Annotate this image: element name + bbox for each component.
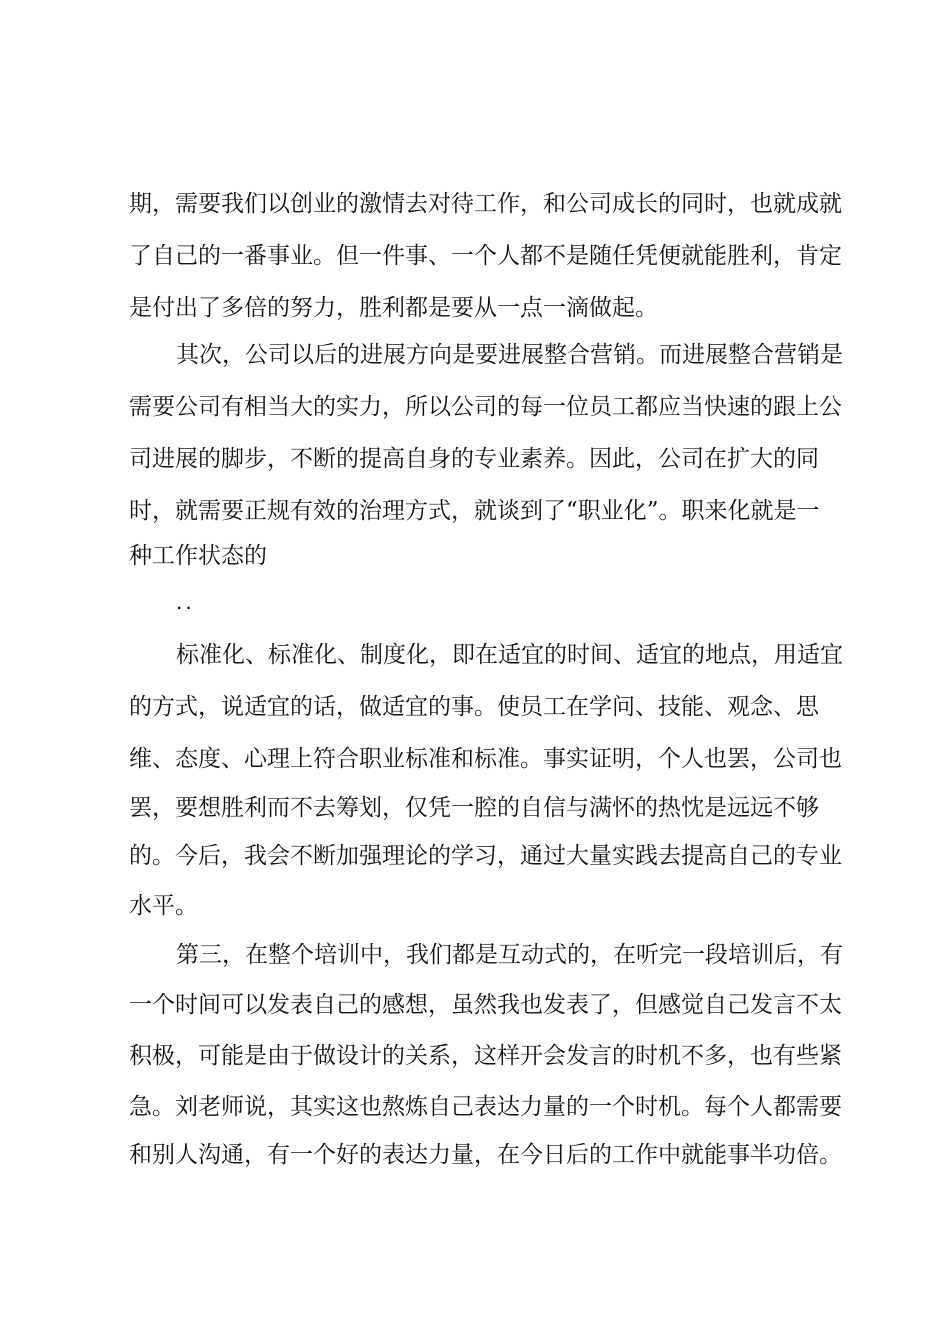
paragraph-1-line-3: 是付出了多倍的努力，胜利都是要从一点一滴做起。: [129, 295, 658, 321]
paragraph-4-line-4: 急。刘老师说，其实这也熬炼自己表达力量的一个时机。每个人都需要: [129, 1094, 842, 1120]
paragraph-3-line-4: 罢，要想胜利而不去筹划，仅凭一腔的自信与满怀的热忱是远远不够: [129, 795, 819, 821]
paragraph-2-line-4: 时，就需要正规有效的治理方式，就谈到了“职业化”。职来化就是一: [129, 498, 820, 524]
page-break-marker: ..: [176, 590, 195, 614]
paragraph-3-line-6: 水平。: [129, 893, 198, 919]
paragraph-4-line-5: 和别人沟通，有一个好的表达力量，在今日后的工作中就能事半功倍。: [129, 1142, 842, 1168]
paragraph-1-line-1: 期，需要我们以创业的激情去对待工作，和公司成长的同时，也就成就: [129, 191, 842, 217]
paragraph-2-line-3: 司进展的脚步，不断的提高自身的专业素养。因此，公司在扩大的同: [129, 446, 819, 472]
paragraph-3-line-5: 的。今后，我会不断加强理论的学习，通过大量实践去提高自己的专业: [129, 843, 842, 869]
paragraph-3-line-3: 维、态度、心理上符合职业标准和标准。事实证明，个人也罢，公司也: [129, 746, 842, 772]
paragraph-4-line-3: 积极，可能是由于做设计的关系，这样开会发言的时机不多，也有些紧: [129, 1043, 842, 1069]
paragraph-2-line-2: 需要公司有相当大的实力，所以公司的每一位员工都应当快速的跟上公: [129, 394, 842, 420]
paragraph-2-line-1: 其次，公司以后的进展方向是要进展整合营销。而进展整合营销是: [176, 342, 843, 368]
paragraph-1-line-2: 了自己的一番事业。但一件事、一个人都不是随任凭便就能胜利，肯定: [129, 243, 842, 269]
paragraph-4-line-1: 第三，在整个培训中，我们都是互动式的，在听完一段培训后，有: [176, 942, 843, 968]
paragraph-3-line-2: 的方式，说适宜的话，做适宜的事。使员工在学问、技能、观念、思: [129, 694, 819, 720]
paragraph-4-line-2: 一个时间可以发表自己的感想，虽然我也发表了，但感觉自己发言不太: [129, 992, 842, 1018]
paragraph-3-line-1: 标准化、标准化、制度化，即在适宜的时间、适宜的地点，用适宜: [176, 642, 843, 668]
paragraph-2-line-5: 种工作状态的: [129, 543, 267, 569]
